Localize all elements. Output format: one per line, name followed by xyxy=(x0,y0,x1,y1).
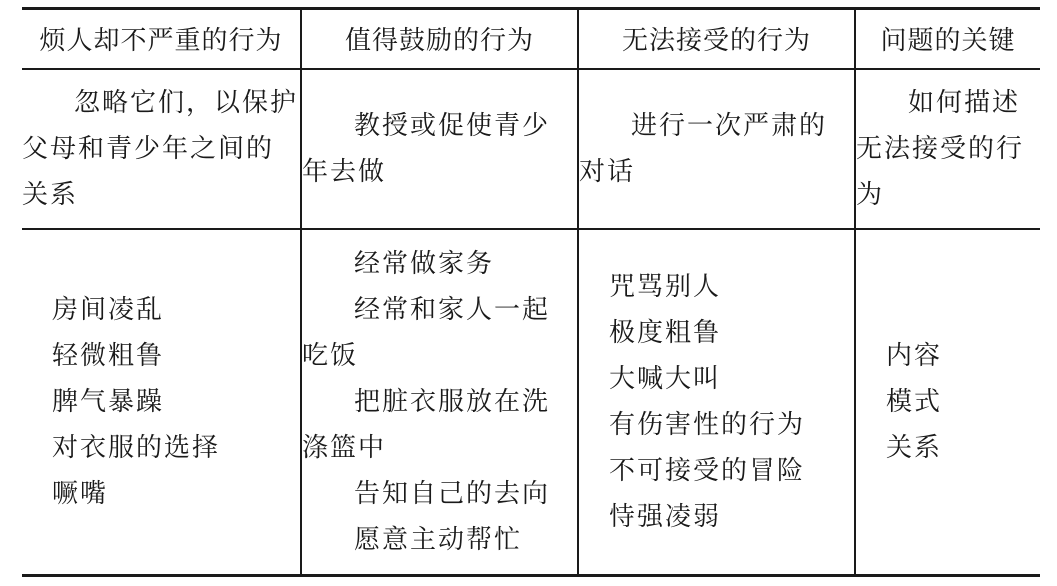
list-item: 房间凌乱 xyxy=(52,294,165,325)
list-item: 大喊大叫 xyxy=(609,363,722,394)
list-item: 经常做家务 xyxy=(354,248,495,279)
cell-annoying-examples xyxy=(22,229,301,576)
cell-encouraged-examples xyxy=(301,229,578,576)
unacceptable-example-list xyxy=(579,264,854,540)
list-item: 脾气暴躁 xyxy=(52,386,165,417)
cell-annoying-response: 忽略它们，以保护父母和青少年之间的关系 xyxy=(22,69,301,229)
cell-key-aspects xyxy=(855,229,1040,576)
list-item: 把脏衣服放在洗涤篮中 xyxy=(302,386,551,463)
header-key-issue: 问题的关键 xyxy=(855,9,1040,69)
list-item: 轻微粗鲁 xyxy=(52,340,165,371)
cell-unacceptable-response: 进行一次严肃的对话 xyxy=(578,69,855,229)
cell-encouraged-response: 教授或促使青少年去做 xyxy=(301,69,578,229)
table-header-row xyxy=(22,9,1040,69)
behavior-table xyxy=(22,7,1040,577)
cell-key-question: 如何描述无法接受的行为 xyxy=(855,69,1040,229)
header-annoying-behavior: 烦人却不严重的行为 xyxy=(22,9,301,69)
list-item: 模式 xyxy=(886,386,943,417)
table-row xyxy=(22,69,1040,229)
annoying-example-list xyxy=(22,287,300,517)
list-item: 有伤害性的行为 xyxy=(609,409,806,440)
list-item: 愿意主动帮忙 xyxy=(354,524,523,555)
list-item: 经常和家人一起吃饭 xyxy=(302,294,551,371)
list-item: 内容 xyxy=(886,340,943,371)
key-aspect-list xyxy=(856,333,1040,471)
list-item: 极度粗鲁 xyxy=(609,317,722,348)
table-row xyxy=(22,229,1040,576)
list-item: 咒骂别人 xyxy=(609,271,722,302)
header-unacceptable-behavior: 无法接受的行为 xyxy=(578,9,855,69)
list-item: 恃强凌弱 xyxy=(609,501,722,532)
list-item: 不可接受的冒险 xyxy=(609,455,806,486)
cell-unacceptable-examples xyxy=(578,229,855,576)
list-item: 对衣服的选择 xyxy=(52,432,221,463)
list-item: 噘嘴 xyxy=(52,478,109,509)
header-encouraged-behavior: 值得鼓励的行为 xyxy=(301,9,578,69)
list-item: 关系 xyxy=(886,432,943,463)
list-item: 告知自己的去向 xyxy=(354,478,551,509)
